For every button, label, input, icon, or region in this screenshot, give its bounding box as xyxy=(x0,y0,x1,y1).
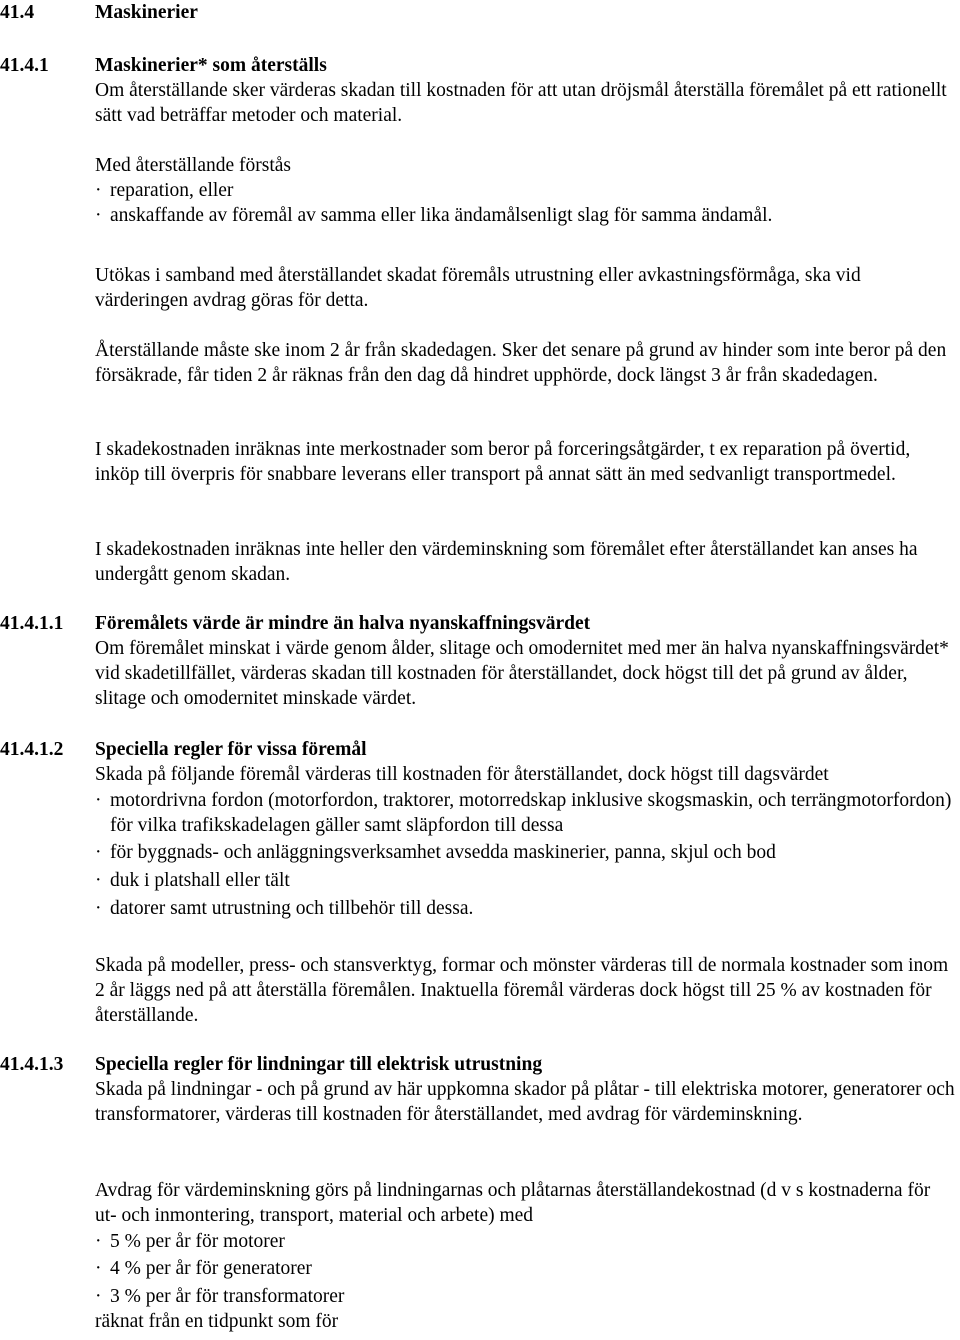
paragraph: Skada på lindningar - och på grund av här uppkomna skador på plåtar - till elektriska motorer, generatorer och transformatorer, värderas till kostnaden för återställandet, med avdrag för värdeminskning. xyxy=(95,1079,955,1125)
paragraph: Avdrag för värdeminskning görs på lindningarnas och plåtarnas återställandekostnad (d v s kostnaderna för ut- och inmontering, transport, material och arbete) med xyxy=(95,1180,931,1226)
bullet-icon: · xyxy=(95,1286,102,1307)
bullet-icon: · xyxy=(95,1231,102,1252)
section-body xyxy=(95,53,956,128)
section-title: Speciella regler för lindningar till elektrisk utrustning xyxy=(95,1054,543,1075)
list-item: · duk i platshall eller tält xyxy=(95,870,290,891)
bullet-icon: · xyxy=(95,898,102,919)
section-number: 41.4.1.3 xyxy=(0,1054,64,1075)
list-item: · 3 % per år för transformatorer xyxy=(95,1286,345,1307)
paragraph: Med återställande förstås xyxy=(95,155,292,176)
section-number: 41.4.1.2 xyxy=(0,739,64,760)
bullet-icon: · xyxy=(95,790,102,811)
list-item: · reparation, eller xyxy=(95,180,234,201)
list-item: · motordrivna fordon (motorfordon, traktorer, motorredskap inklusive skogsmaskin, och terrängmotorfordon) för vilka trafikskadelagen gäller samt släpfordon till dessa xyxy=(95,790,952,836)
list-item: · 5 % per år för motorer xyxy=(95,1231,285,1252)
bullet-icon: · xyxy=(95,180,102,201)
list-item: · 4 % per år för generatorer xyxy=(95,1258,312,1279)
paragraph: I skadekostnaden inräknas inte heller den värdeminskning som föremålet efter återställandet kan anses ha undergått genom skadan. xyxy=(95,539,918,585)
section-number: 41.4.1.1 xyxy=(0,613,64,634)
section-title: Maskinerier xyxy=(95,2,198,23)
bullet-icon: · xyxy=(95,205,102,226)
paragraph: Utökas i samband med återställandet skadat föremåls utrustning eller avkastningsförmåga, ska vid värderingen avdrag göras för detta. xyxy=(95,265,861,311)
section-body xyxy=(95,1178,956,1334)
section-title: Maskinerier* som återställs xyxy=(95,55,327,76)
section-body xyxy=(95,1052,956,1127)
section-body xyxy=(95,611,956,711)
section-title: Föremålets värde är mindre än halva nyanskaffningsvärdet xyxy=(95,613,591,634)
section-number: 41.4 xyxy=(0,2,35,23)
section-title: Speciella regler för vissa föremål xyxy=(95,739,367,760)
list-item: · anskaffande av föremål av samma eller lika ändamålsenligt slag för samma ändamål. xyxy=(95,205,773,226)
bullet-icon: · xyxy=(95,1258,102,1279)
paragraph: Återställande måste ske inom 2 år från skadedagen. Sker det senare på grund av hinder som inte beror på den försäkrade, får tiden 2 år räknas från den dag då hindret upphörde, dock längst 3 år från skadedagen. xyxy=(95,340,947,386)
paragraph: Skada på följande föremål värderas till kostnaden för återställandet, dock högst till dagsvärdet xyxy=(95,764,829,785)
paragraph: Skada på modeller, press- och stansverktyg, formar och mönster värderas till de normala kostnader som inom 2 år läggs ned på att återställa föremålen. Inaktuella föremål värderas dock högst till 25 % av kostnaden för återställande. xyxy=(95,955,949,1026)
list-item: · för byggnads- och anläggningsverksamhet avsedda maskinerier, panna, skjul och bod xyxy=(95,842,776,863)
paragraph: Om återställande sker värderas skadan till kostnaden för att utan dröjsmål återställa föremålet på ett rationellt sätt vad beträffar metoder och material. xyxy=(95,80,947,126)
paragraph: I skadekostnaden inräknas inte merkostnader som beror på forceringsåtgärder, t ex reparation på övertid, inköp till överpris för snabbare leverans eller transport på annat sätt än med sedvanligt transportmedel. xyxy=(95,439,911,485)
paragraph: räknat från en tidpunkt som för xyxy=(95,1311,339,1332)
bullet-icon: · xyxy=(95,842,102,863)
section-body xyxy=(95,737,956,921)
list-item: · datorer samt utrustning och tillbehör till dessa. xyxy=(95,898,474,919)
section-number: 41.4.1 xyxy=(0,55,49,76)
paragraph: Om föremålet minskat i värde genom ålder, slitage och omodernitet med mer än halva nyanskaffningsvärdet* vid skadetillfället, värderas skadan till kostnaden för återställandet, dock högst till det på grund av ålder, slitage och omodernitet minskade värdet. xyxy=(95,638,949,709)
bullet-icon: · xyxy=(95,870,102,891)
definition-block xyxy=(95,153,956,228)
